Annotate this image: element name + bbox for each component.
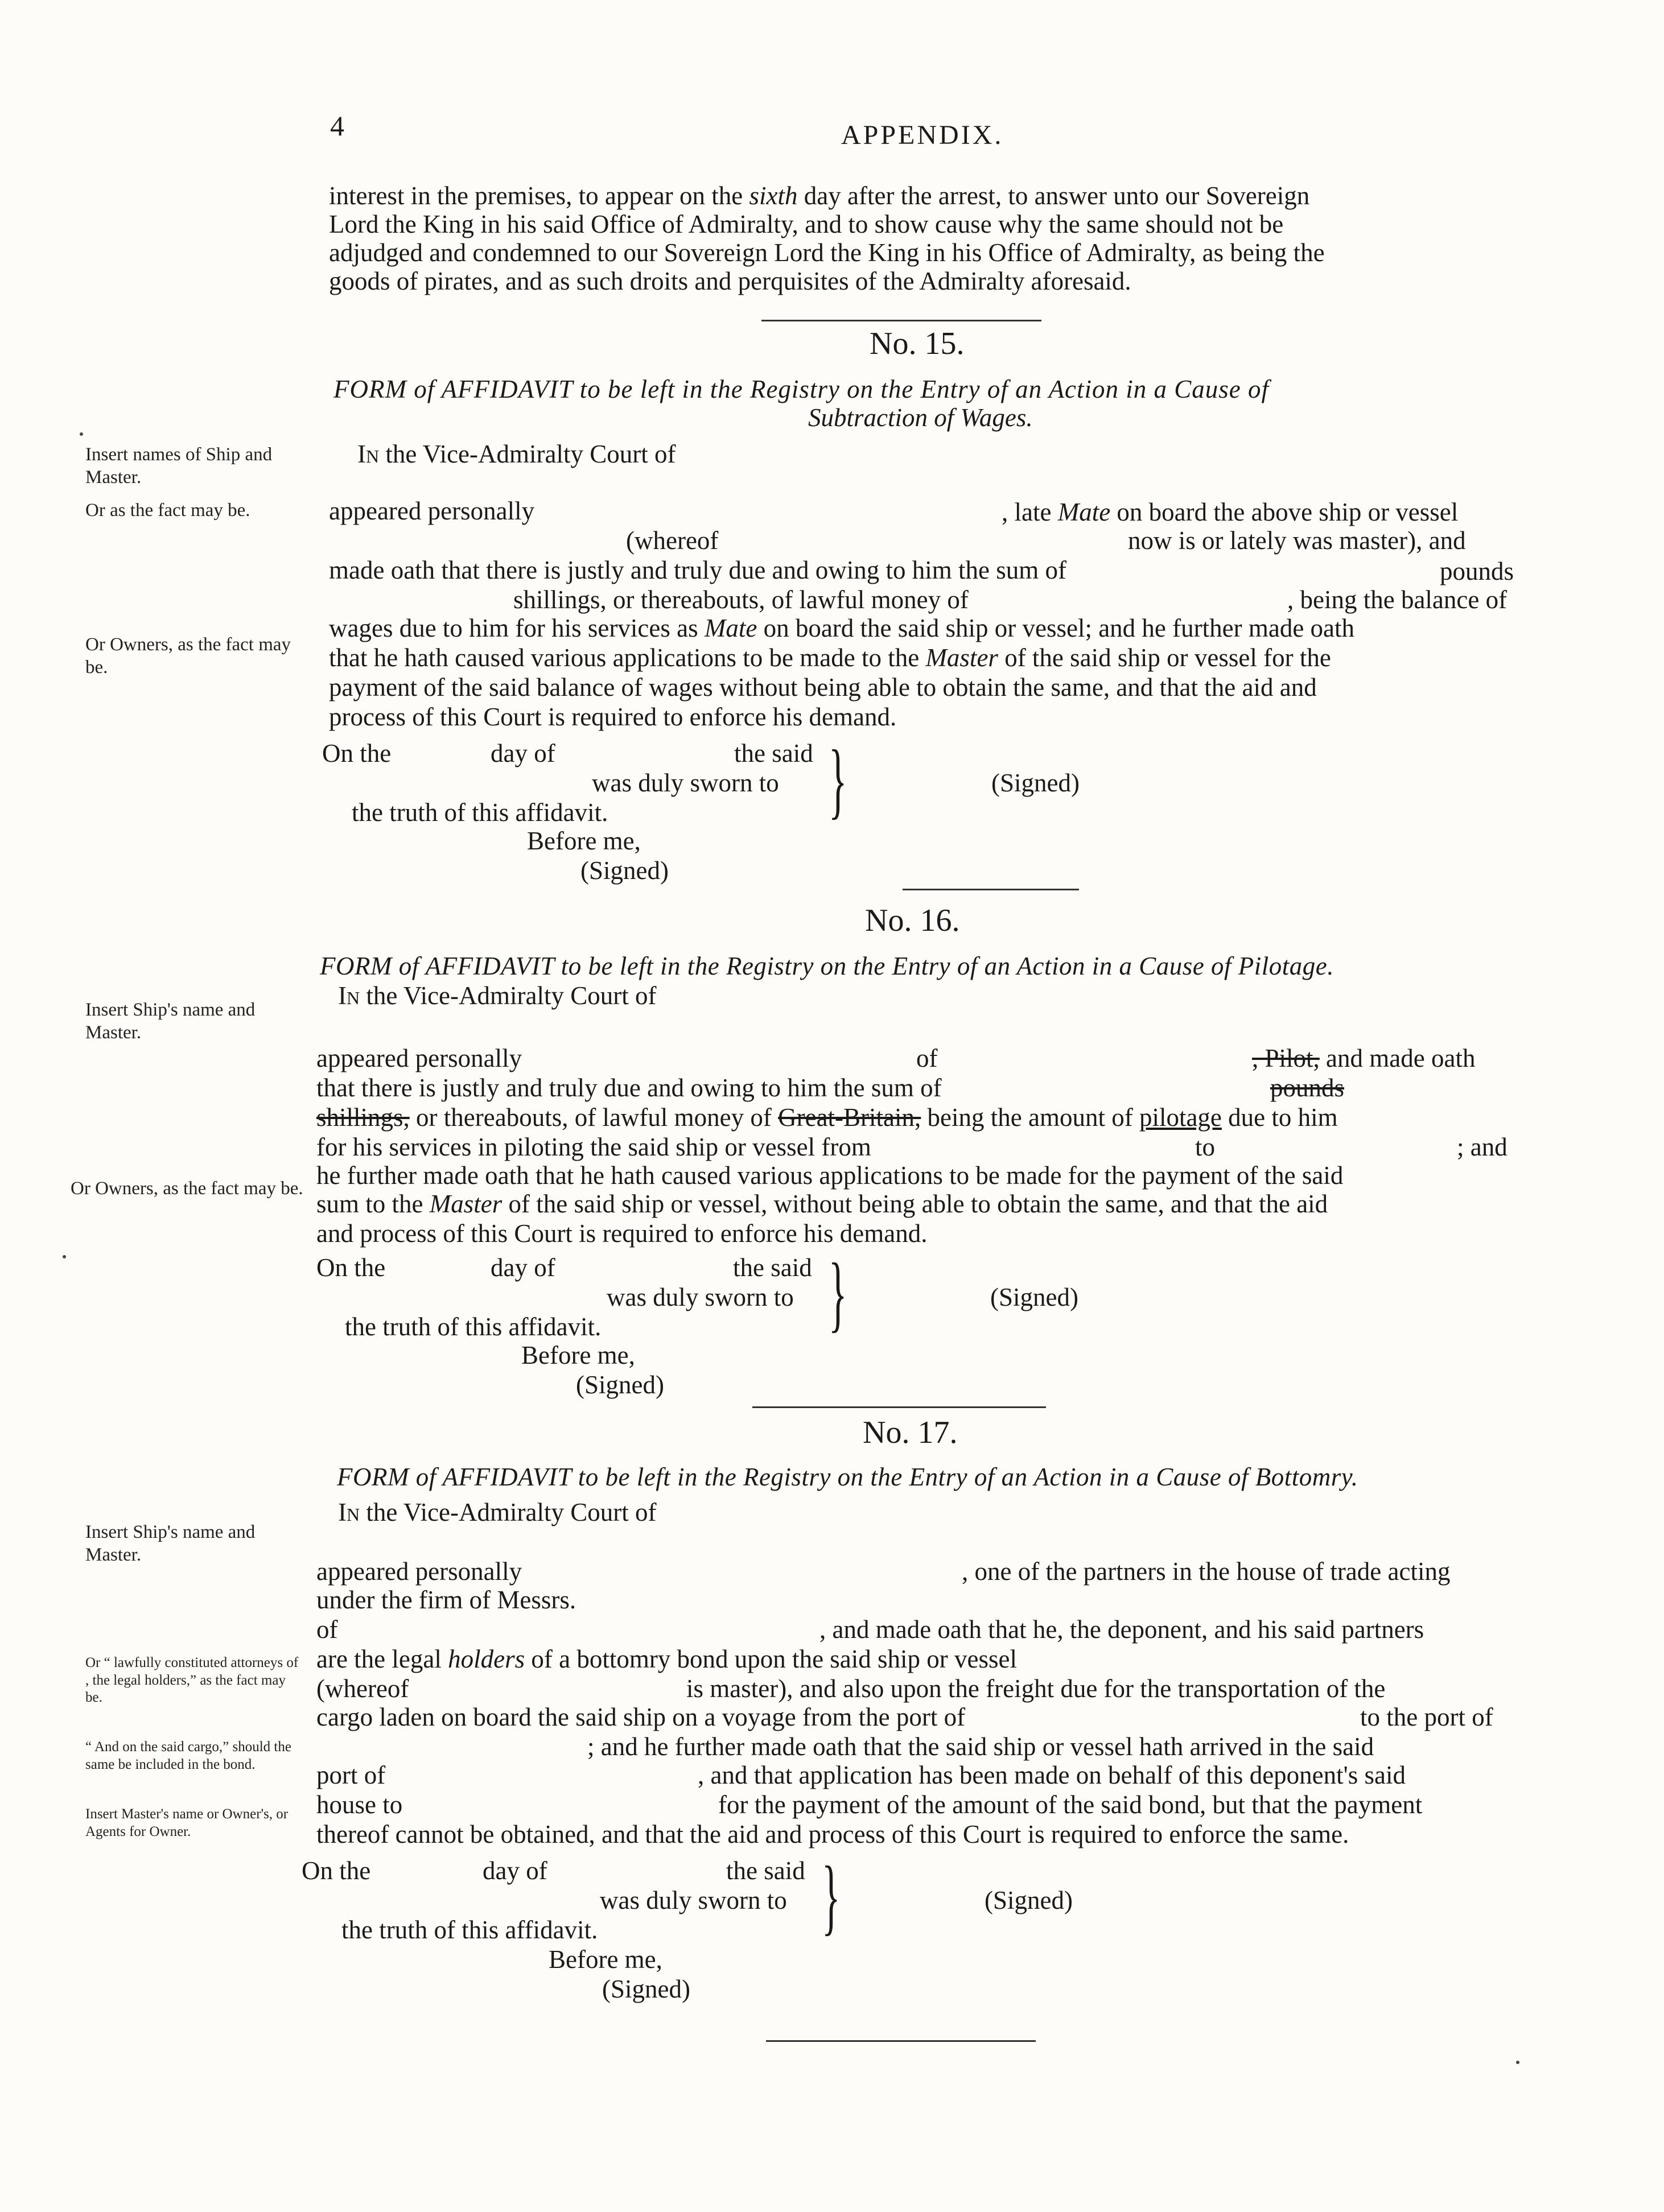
jurat-before: Before me, <box>549 1945 662 1974</box>
form17-partners: , one of the partners in the house of trade acting <box>962 1557 1451 1586</box>
form17-margin-note-2: Or “ lawfully constituted attorneys of , the legal holders,” as the fact may be. <box>85 1655 299 1705</box>
great-britain-struck: Great-Britain, <box>778 1103 921 1132</box>
form17-further: ; and he further made oath that the said ship or vessel hath arrived in the said <box>587 1732 1374 1761</box>
form17-thereof: thereof cannot be obtained, and that the aid and process of this Court is required to enforce the same. <box>316 1820 1349 1848</box>
brace: } <box>822 1849 841 1943</box>
form17-holders <box>316 1646 1017 1672</box>
brace: } <box>829 1246 847 1340</box>
text: due to him <box>1228 1103 1338 1132</box>
form16-further: he further made oath that he hath caused various applications to be made for the payment of the said <box>316 1161 1344 1190</box>
form16-to: to <box>1195 1133 1216 1161</box>
jurat-on-the: On the <box>316 1253 386 1282</box>
form16-margin-note-1: Insert Ship's name and Master. <box>85 1000 256 1043</box>
form16-oath: that there is justly and truly due and owing to him the sum of <box>316 1074 942 1102</box>
form17-margin-note-1: Insert Ship's name and Master. <box>85 1522 256 1565</box>
jurat-truth: the truth of this affidavit. <box>352 798 608 827</box>
emphasis: Mate <box>704 614 757 642</box>
jurat-sworn: was duly sworn to <box>592 769 779 797</box>
text: day after the arrest, to answer unto our Sovereign <box>804 181 1310 210</box>
text: are the legal <box>316 1645 442 1673</box>
jurat-signed-2: (Signed) <box>580 856 669 885</box>
court-initial: In <box>338 1498 360 1526</box>
bullet-mark <box>80 432 83 436</box>
jurat-on-the: On the <box>322 739 392 767</box>
running-title: APPENDIX. <box>841 120 1004 150</box>
form15-master: now is or lately was master), and <box>1128 526 1466 555</box>
shillings-struck: shillings, <box>316 1103 410 1132</box>
jurat-sworn: was duly sworn to <box>600 1886 787 1914</box>
jurat-before: Before me, <box>527 827 641 855</box>
form17-port-of: port of <box>316 1761 386 1789</box>
jurat-on-the: On the <box>302 1856 371 1885</box>
form17-deponent: , and made oath that he, the deponent, and his said partners <box>819 1615 1424 1644</box>
form15-title-line-1: FORM of AFFIDAVIT to be left in the Registry on the Entry of an Action in a Cause of <box>333 375 1270 403</box>
page-number: 4 <box>330 110 344 142</box>
form17-cargo: cargo laden on board the said ship on a voyage from the port of <box>316 1703 966 1731</box>
form17-of: of <box>316 1615 338 1644</box>
jurat-truth: the truth of this affidavit. <box>345 1313 602 1341</box>
closing-rule <box>766 2040 1036 2042</box>
continuation-line-1 <box>329 183 1309 209</box>
form17-title: FORM of AFFIDAVIT to be left in the Registry on the Entry of an Action in a Cause of Bottomry. <box>337 1463 1358 1491</box>
jurat-day-of: day of <box>483 1856 547 1885</box>
stray-mark <box>1516 2061 1519 2064</box>
form15-balance: , being the balance of <box>1287 585 1508 614</box>
text: of the said ship or vessel, without being able to obtain the same, and that the aid <box>508 1190 1328 1218</box>
form15-wages <box>329 616 1354 641</box>
stray-mark <box>63 1255 66 1258</box>
form17-court <box>338 1500 656 1525</box>
text: that he hath caused various applications to be made to the <box>329 643 920 672</box>
form15-margin-note-1: Insert names of Ship and Master. <box>85 444 273 488</box>
form15-whereof: (whereof <box>626 526 719 555</box>
emphasis: Mate <box>1057 498 1111 526</box>
form16-pounds: pounds <box>1270 1074 1345 1102</box>
jurat-truth: the truth of this affidavit. <box>341 1916 598 1944</box>
text: wages due to him for his services as <box>329 614 698 642</box>
text: , late <box>1002 498 1052 526</box>
form16-pilot <box>1252 1046 1475 1071</box>
form15-margin-note-2: Or as the fact may be. <box>85 500 250 521</box>
form15-late-mate <box>1002 500 1458 525</box>
form17-application: , and that application has been made on behalf of this deponent's said <box>698 1761 1406 1789</box>
form15-appeared: appeared personally <box>329 497 535 525</box>
form15-shillings: shillings, or thereabouts, of lawful money of <box>513 585 969 614</box>
court-name: the Vice-Admiralty Court of <box>366 981 657 1010</box>
form16-and: ; and <box>1457 1133 1508 1161</box>
divider <box>761 320 1041 321</box>
form17-appeared: appeared personally <box>316 1557 522 1586</box>
court-initial: In <box>338 981 360 1010</box>
divider <box>903 889 1079 890</box>
form17-to-port: to the port of <box>1360 1703 1493 1731</box>
form17-payment: for the payment of the amount of the said bond, but that the payment <box>718 1790 1423 1819</box>
jurat-signed-2: (Signed) <box>576 1371 664 1399</box>
court-initial: In <box>357 440 380 468</box>
form16-services: for his services in piloting the said ship or vessel from <box>316 1133 871 1161</box>
form15-court <box>357 441 676 467</box>
text: being the amount of <box>927 1103 1133 1132</box>
form16-margin-note-2: Or Owners, as the fact may be. <box>71 1178 303 1199</box>
text: or thereabouts, of lawful money of <box>416 1103 772 1132</box>
form15-oath: made oath that there is justly and truly due and owing to him the sum of <box>329 556 1067 584</box>
text: interest in the premises, to appear on the <box>329 181 743 210</box>
form16-process: and process of this Court is required to enforce his demand. <box>316 1219 928 1248</box>
emphasis: sixth <box>749 181 798 210</box>
jurat-the-said: the said <box>734 739 813 767</box>
form16-court <box>338 983 656 1009</box>
jurat-signed: (Signed) <box>991 769 1080 797</box>
form17-firm: under the firm of Messrs. <box>316 1586 576 1614</box>
text: and made oath <box>1326 1044 1476 1072</box>
continuation-line-2: Lord the King in his said Office of Admiralty, and to show cause why the same should not be <box>329 210 1284 238</box>
jurat-signed: (Signed) <box>990 1283 1078 1311</box>
form15-applications <box>329 645 1331 671</box>
text: on board the above ship or vessel <box>1117 498 1459 526</box>
court-name: the Vice-Admiralty Court of <box>366 1498 657 1526</box>
form16-sum <box>316 1191 1328 1217</box>
emphasis: holders <box>448 1645 525 1673</box>
continuation-line-4: goods of pirates, and as such droits and perquisites of the Admiralty aforesaid. <box>329 267 1131 295</box>
form16-title: FORM of AFFIDAVIT to be left in the Registry on the Entry of an Action in a Cause of Pilotage. <box>320 952 1335 980</box>
form16-appeared: appeared personally <box>316 1044 522 1072</box>
pilotage: pilotage <box>1139 1103 1222 1132</box>
form15-margin-note-3: Or Owners, as the fact may be. <box>85 634 291 678</box>
form16-shillings-line <box>316 1105 1338 1130</box>
emphasis: Master <box>429 1190 503 1218</box>
jurat-the-said: the said <box>726 1856 805 1885</box>
form17-house-to: house to <box>316 1790 403 1819</box>
jurat-signed: (Signed) <box>985 1886 1073 1914</box>
jurat-signed-2: (Signed) <box>602 1975 690 2003</box>
form17-master: is master), and also upon the freight due for the transportation of the <box>686 1674 1386 1703</box>
jurat-day-of: day of <box>491 739 555 767</box>
continuation-line-3: adjudged and condemned to our Sovereign Lord the King in his Office of Admiralty, as being the <box>329 238 1325 267</box>
form17-number: No. 17. <box>863 1415 958 1450</box>
jurat-day-of: day of <box>491 1253 555 1282</box>
emphasis: Master <box>925 643 998 672</box>
text: of the said ship or vessel for the <box>1004 643 1331 672</box>
brace: } <box>829 733 847 827</box>
pilot-struck: , Pilot, <box>1252 1044 1320 1072</box>
form15-number: No. 15. <box>870 326 965 361</box>
form15-process: process of this Court is required to enforce his demand. <box>329 703 897 731</box>
form16-number: No. 16. <box>865 903 960 938</box>
text: of a bottomry bond upon the said ship or vessel <box>531 1645 1017 1673</box>
form17-whereof: (whereof <box>316 1674 409 1703</box>
form17-margin-note-3: “ And on the said cargo,” should the same be included in the bond. <box>85 1739 291 1772</box>
form15-payment: payment of the said balance of wages without being able to obtain the same, and that the aid and <box>329 673 1317 701</box>
form15-pounds: pounds <box>1440 557 1514 585</box>
jurat-before: Before me, <box>521 1341 635 1369</box>
form17-margin-note-4: Insert Master's name or Owner's, or Agents for Owner. <box>85 1806 289 1839</box>
court-name: the Vice-Admiralty Court of <box>385 440 676 468</box>
text: sum to the <box>316 1190 423 1218</box>
jurat-the-said: the said <box>733 1253 812 1282</box>
form16-of: of <box>916 1044 938 1072</box>
text: on board the said ship or vessel; and he further made oath <box>763 614 1355 642</box>
jurat-sworn: was duly sworn to <box>607 1283 794 1311</box>
divider <box>752 1406 1046 1408</box>
form15-title-line-2: Subtraction of Wages. <box>808 403 1033 432</box>
